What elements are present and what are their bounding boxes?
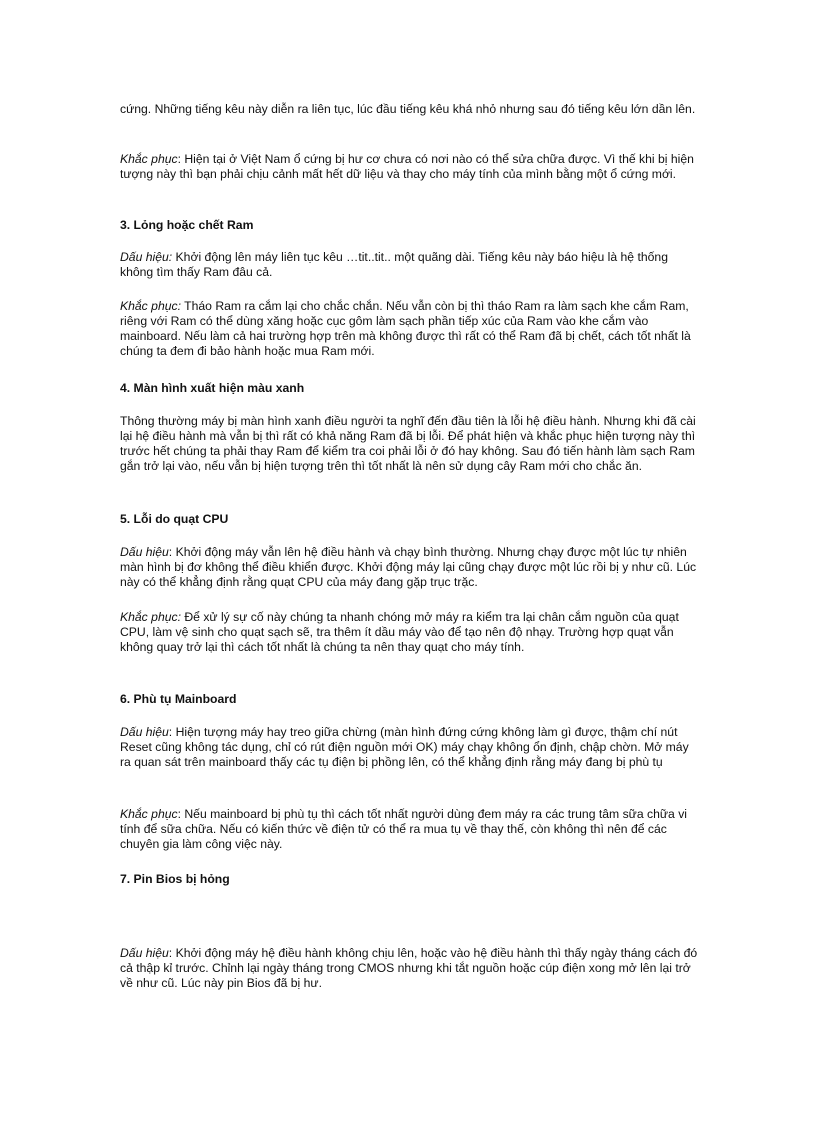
heading-cpu-fan: 5. Lỗi do quạt CPU (120, 512, 229, 526)
paragraph-cpu-fix (120, 610, 700, 655)
paragraph-text: : Nếu mainboard bị phù tụ thì cách tốt nhất người dùng đem máy ra các trung tâm sữa chữa vi tính để sữa chữa. Nếu có kiến thức về điện tử có thể ra mua tụ về thay thế, còn không thì nên để các chuyên gia làm công việc này. (120, 807, 687, 851)
paragraph-bios-sign (120, 946, 700, 991)
paragraph-text: : Hiện tại ở Việt Nam ổ cứng bị hư cơ chưa có nơi nào có thể sửa chữa được. Vì thế khi bị hiện tượng này thì bạn phải chịu cảnh mất hết dữ liệu và thay cho máy tính của mình bằng một ổ cứng mới. (120, 152, 694, 181)
label-sign: Dấu hiệu: (120, 250, 173, 264)
paragraph-text: : Khởi động máy vẫn lên hệ điều hành và chạy bình thường. Nhưng chạy được một lúc tự nhiên màn hình bị đơ không thể điều khiển được. Khởi động máy lại cũng chạy được một lúc rồi bị y như cũ. Lúc này có thể khẳng định rằng quạt CPU của máy đang gặp trục trặc. (120, 545, 697, 589)
label-fix: Khắc phục (120, 807, 178, 821)
heading-mainboard: 6. Phù tụ Mainboard (120, 692, 237, 706)
paragraph-text: : Hiện tượng máy hay treo giữa chừng (màn hình đứng cứng không làm gì được, thậm chí nút Reset cũng không tác dụng, chỉ có rút điện nguồn mới OK) máy chạy không ổn định, chập chờn. Mở máy ra quan sát trên mainboard thấy các tụ điện bị phồng lên, có thể khẳng định rằng máy đang bị phù tụ (120, 725, 689, 769)
paragraph-text: Để xử lý sự cố này chúng ta nhanh chóng mở máy ra kiểm tra lại chân cắm nguồn của quạt CPU, làm vệ sinh cho quạt sạch sẽ, tra thêm ít dầu máy vào để tạo nên độ nhạy. Trường hợp quạt vẫn không quay trở lại thì cách tốt nhất là chúng ta nên thay quạt cho máy tính. (120, 610, 679, 654)
label-sign: Dấu hiệu (120, 545, 169, 559)
paragraph-text: Thông thường máy bị màn hình xanh điều người ta nghĩ đến đầu tiên là lỗi hệ điều hành. Nhưng khi đã cài lại hệ điều hành mà vẫn bị thì rất có khả năng Ram đã bị lỗi. Để phát hiện và khắc phục hiện tượng này thì trước hết chúng ta phải thay Ram để kiểm tra coi phải lỗi ở đó hay không. Sau đó tiến hành làm sạch Ram gắn trở lại vào, nếu vẫn bị hiện tượng trên thì tốt nhất là nên sử dụng cây Ram mới cho chắc ăn. (120, 414, 696, 473)
label-sign: Dấu hiệu (120, 946, 169, 960)
paragraph-text: : Khởi động máy hệ điều hành không chịu lên, hoặc vào hệ điều hành thì thấy ngày tháng cách đó cả thập kỉ trước. Chỉnh lại ngày tháng trong CMOS nhưng khi tắt nguồn hoặc cúp điện xong mở lên lại trở về như cũ. Lúc này pin Bios đã bị hư. (120, 946, 698, 990)
paragraph-mainboard-fix (120, 807, 700, 852)
paragraph-mainboard-sign (120, 725, 700, 770)
label-sign: Dấu hiệu (120, 725, 169, 739)
paragraph-cpu-sign (120, 545, 700, 590)
heading-ram: 3. Lỏng hoặc chết Ram (120, 218, 254, 232)
paragraph-intro (120, 102, 700, 117)
label-fix: Khắc phục: (120, 610, 181, 624)
paragraph-text: Khởi động lên máy liên tục kêu …tit..tit.. một quãng dài. Tiếng kêu này báo hiệu là hệ thống không tìm thấy Ram đâu cả. (120, 250, 668, 279)
paragraph-text: cứng. Những tiếng kêu này diễn ra liên tục, lúc đầu tiếng kêu khá nhỏ nhưng sau đó tiếng kêu lớn dần lên. (120, 102, 696, 116)
label-fix: Khắc phục (120, 152, 178, 166)
paragraph-fix-hdd (120, 152, 700, 182)
heading-bios: 7. Pin Bios bị hỏng (120, 872, 230, 886)
paragraph-ram-fix (120, 299, 700, 359)
label-fix: Khắc phục: (120, 299, 181, 313)
paragraph-ram-sign (120, 250, 700, 280)
paragraph-blue-screen (120, 414, 700, 474)
heading-blue-screen: 4. Màn hình xuất hiện màu xanh (120, 381, 305, 395)
paragraph-text: Tháo Ram ra cắm lại cho chắc chắn. Nếu vẫn còn bị thì tháo Ram ra làm sạch khe cắm Ram, riêng với Ram có thể dùng xăng hoặc cục gôm làm sạch phần tiếp xúc của Ram vào khe cắm vào mainboard. Nếu làm cả hai trường hợp trên mà không được thì rất có thể Ram đã bị chết, cách tốt nhất là chúng ta đem đi bảo hành hoặc mua Ram mới. (120, 299, 691, 358)
